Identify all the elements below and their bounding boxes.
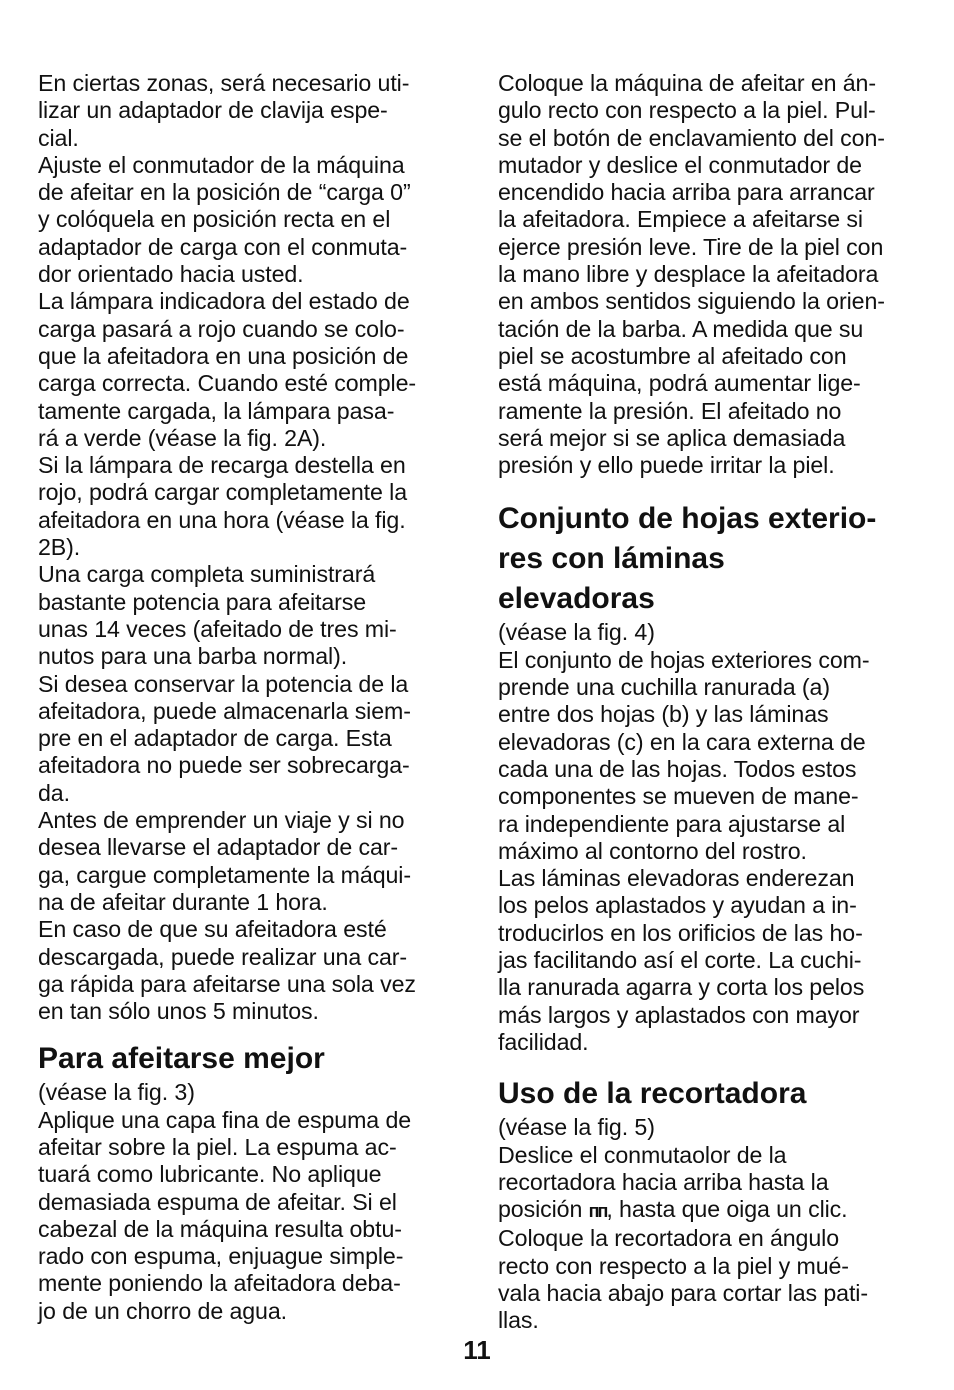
trimmer-icon: ᴨᴨ	[588, 1201, 607, 1222]
text-line: presión y ello puede irritar la piel.	[498, 452, 835, 479]
paragraph-trimmer-b	[498, 1225, 926, 1334]
heading-trimmer: Uso de la recortadora	[498, 1077, 807, 1111]
paragraph-charge-position	[38, 152, 464, 288]
text-line: desea llevarse el adaptador de car-	[38, 834, 398, 861]
text-line: Coloque la recortadora en ángulo	[498, 1225, 839, 1252]
text-line: rojo, podrá cargar completamente la	[38, 479, 407, 506]
heading-foil-assembly	[498, 499, 926, 619]
text-line: cial.	[38, 124, 79, 151]
text-line: jas facilitando así el corte. La cuchi-	[498, 947, 862, 974]
text-line: (véase la fig. 4)	[498, 619, 655, 646]
text-line: entre dos hojas (b) y las láminas	[498, 701, 829, 728]
text-line: ga, cargue completamente la máqui-	[38, 861, 411, 888]
text-line: gulo recto con respecto a la piel. Pul-	[498, 97, 876, 124]
text-line: Ajuste el conmutador de la máquina	[38, 151, 405, 178]
text-line: encendido hacia arriba para arrancar	[498, 179, 875, 206]
text-line: nutos para una barba normal).	[38, 643, 348, 670]
text-line: afeitadora no puede ser sobrecarga-	[38, 752, 410, 779]
text-line: más largos y aplastados con mayor	[498, 1001, 860, 1028]
text-line: na de afeitar durante 1 hora.	[38, 888, 328, 915]
text-line: Coloque la máquina de afeitar en án-	[498, 70, 876, 96]
text-line: en ambos sentidos siguiendo la orien-	[498, 288, 885, 315]
text-line: demasiada espuma de afeitar. Si el	[38, 1188, 397, 1215]
text-line: tación de la barba. A medida que su	[498, 315, 864, 342]
page-number: 11	[463, 1335, 491, 1365]
text-line: se el botón de enclavamiento del con-	[498, 124, 885, 151]
text-line: pre en el adaptador de carga. Esta	[38, 725, 392, 752]
paragraph-shaving-technique	[498, 70, 926, 479]
text-line: bastante potencia para afeitarse	[38, 588, 367, 615]
text-line: será mejor si se aplica demasiada	[498, 424, 846, 451]
left-column	[38, 70, 464, 1325]
trimmer-position-suffix: , hasta que oiga un clic.	[606, 1196, 848, 1223]
heading-better-shave: Para afeitarse mejor	[38, 1042, 325, 1076]
text-line: Antes de emprender un viaje y si no	[38, 807, 405, 834]
text-line: afeitar sobre la piel. La espuma ac-	[38, 1133, 397, 1160]
text-line: mutador y deslice el conmutador de	[498, 151, 862, 178]
text-line: carga pasará a rojo cuando se colo-	[38, 315, 405, 342]
text-line: y colóquela en posición recta en el	[38, 206, 391, 233]
text-line: Deslice el conmutaolor de la	[498, 1141, 787, 1168]
text-line: recto con respecto a la piel y mué-	[498, 1252, 849, 1279]
text-line: rado con espuma, enjuague simple-	[38, 1243, 404, 1270]
paragraph-foil-assembly	[498, 619, 926, 865]
text-line: los pelos aplastados y ayudan a in-	[498, 892, 857, 919]
text-line: En caso de que su afeitadora esté	[38, 916, 387, 943]
text-line: Si desea conservar la potencia de la	[38, 670, 409, 697]
text-line: componentes se mueven de mane-	[498, 783, 859, 810]
right-column	[498, 70, 926, 1335]
paragraph-indicator-lamp	[38, 288, 464, 452]
text-line: (véase la fig. 3)	[38, 1079, 195, 1106]
trimmer-position-line	[498, 1196, 926, 1225]
heading-line: res con láminas	[498, 542, 725, 576]
text-line: descargada, puede realizar una car-	[38, 943, 408, 970]
text-line: máximo al contorno del rostro.	[498, 837, 807, 864]
text-line: facilidad.	[498, 1028, 589, 1055]
text-line: En ciertas zonas, será necesario uti-	[38, 70, 410, 96]
text-line: La lámpara indicadora del estado de	[38, 288, 410, 315]
paragraph-quick-charge	[38, 916, 464, 1025]
paragraph-adapter	[38, 70, 464, 152]
text-line: está máquina, podrá aumentar lige-	[498, 370, 861, 397]
heading-line: elevadoras	[498, 582, 655, 616]
text-line: Las láminas elevadoras enderezan	[498, 865, 855, 892]
text-line: adaptador de carga con el conmuta-	[38, 233, 408, 260]
text-line: da.	[38, 779, 70, 806]
text-line: carga correcta. Cuando esté comple-	[38, 370, 416, 397]
text-line: Si la lámpara de recarga destella en	[38, 452, 406, 479]
paragraph-travel	[38, 807, 464, 916]
text-line: El conjunto de hojas exteriores com-	[498, 646, 870, 673]
text-line: elevadoras (c) en la cara externa de	[498, 728, 866, 755]
text-line: 2B).	[38, 534, 81, 561]
text-line: afeitadora en una hora (véase la fig.	[38, 506, 406, 533]
text-line: jo de un chorro de agua.	[38, 1297, 287, 1324]
text-line: dor orientado hacia usted.	[38, 261, 304, 288]
text-line: cada una de las hojas. Todos estos	[498, 755, 857, 782]
text-line: afeitadora, puede almacenarla siem-	[38, 697, 411, 724]
text-line: ramente la presión. El afeitado no	[498, 397, 842, 424]
paragraph-trimmer-a	[498, 1114, 926, 1196]
text-line: tuará como lubricante. No aplique	[38, 1161, 382, 1188]
text-line: ga rápida para afeitarse una sola vez	[38, 970, 416, 997]
heading-line: Conjunto de hojas exterio-	[498, 502, 877, 536]
paragraph-better-shave	[38, 1079, 464, 1325]
text-line: recortadora hacia arriba hasta la	[498, 1168, 829, 1195]
text-line: piel se acostumbre al afeitado con	[498, 342, 847, 369]
text-line: de afeitar en la posición de “carga 0”	[38, 179, 411, 206]
text-line: llas.	[498, 1307, 539, 1334]
text-line: que la afeitadora en una posición de	[38, 342, 409, 369]
text-line: tamente cargada, la lámpara pasa-	[38, 397, 395, 424]
text-line: la mano libre y desplace la afeitadora	[498, 261, 879, 288]
text-line: prende una cuchilla ranurada (a)	[498, 674, 830, 701]
text-line: ra independiente para ajustarse al	[498, 810, 846, 837]
text-line: cabezal de la máquina resulta obtu-	[38, 1215, 402, 1242]
text-line: unas 14 veces (afeitado de tres mi-	[38, 615, 397, 642]
text-line: vala hacia abajo para cortar las pati-	[498, 1279, 868, 1306]
paragraph-flashing-lamp	[38, 452, 464, 561]
text-line: rá a verde (véase la fig. 2A).	[38, 424, 327, 451]
paragraph-lifting-foils	[498, 865, 926, 1056]
text-line: (véase la fig. 5)	[498, 1114, 655, 1141]
paragraph-storage	[38, 671, 464, 807]
text-line: mente poniendo la afeitadora deba-	[38, 1270, 401, 1297]
trimmer-position-prefix: posición	[498, 1196, 589, 1223]
text-line: lla ranurada agarra y corta los pelos	[498, 974, 865, 1001]
paragraph-full-charge	[38, 561, 464, 670]
text-line: Una carga completa suministrará	[38, 561, 376, 588]
text-line: ejerce presión leve. Tire de la piel con	[498, 233, 884, 260]
text-line: lizar un adaptador de clavija espe-	[38, 97, 388, 124]
text-line: Aplique una capa fina de espuma de	[38, 1106, 412, 1133]
text-line: en tan sólo unos 5 minutos.	[38, 998, 319, 1025]
text-line: troducirlos en los orificios de las ho-	[498, 919, 863, 946]
text-line: la afeitadora. Empiece a afeitarse si	[498, 206, 863, 233]
